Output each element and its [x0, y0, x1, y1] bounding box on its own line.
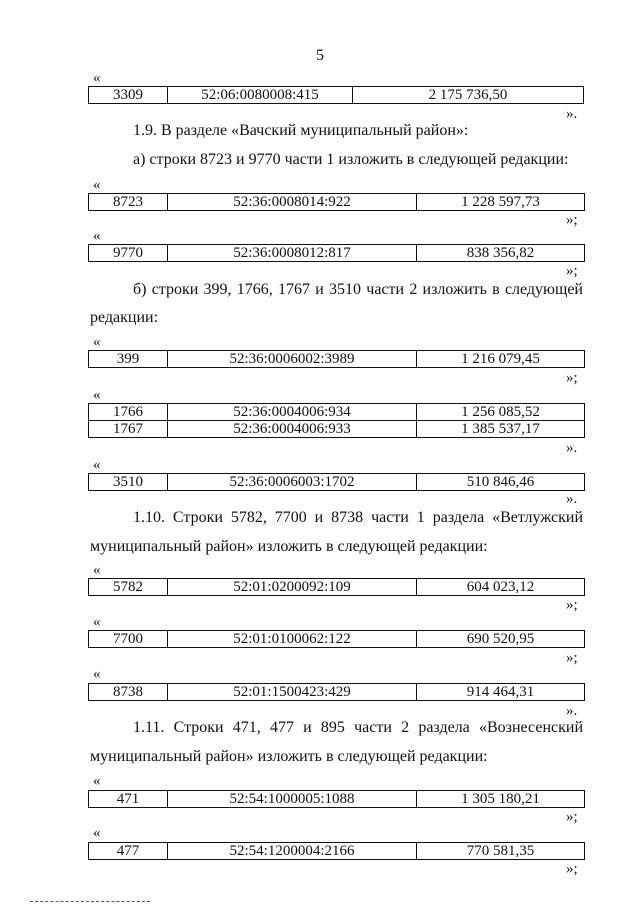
close-quote: »;	[566, 212, 578, 228]
table-row	[89, 843, 585, 860]
table-block-5782	[88, 578, 585, 596]
table-block-9770	[88, 244, 585, 262]
table-block-477	[88, 842, 585, 860]
open-quote: «	[93, 70, 101, 86]
table-block-399	[88, 350, 585, 368]
cadastral-value: 770 581,35	[417, 843, 585, 860]
table-block-8738	[88, 683, 585, 701]
cadastral-value: 604 023,12	[417, 579, 585, 596]
cadastral-number: 52:01:0200092:109	[168, 579, 417, 596]
row-number: 3309	[89, 87, 168, 104]
cadastral-value: 690 520,95	[417, 631, 585, 648]
row-number: 8738	[89, 684, 168, 701]
row-number: 7700	[89, 631, 168, 648]
table-block-3309	[88, 86, 584, 104]
cadastral-value: 1 216 079,45	[417, 351, 585, 368]
table-row	[89, 791, 585, 808]
row-number: 1766	[89, 404, 168, 421]
table-row	[89, 474, 585, 491]
open-quote: «	[93, 666, 101, 682]
open-quote: «	[93, 614, 101, 630]
table-block-471	[88, 790, 585, 808]
cadastral-value: 1 305 180,21	[417, 791, 585, 808]
row-number: 1767	[89, 421, 168, 438]
row-number: 477	[89, 843, 168, 860]
paragraph-1-11: 1.11. Строки 471, 477 и 895 части 2 раздела «Вознесенский	[133, 719, 583, 736]
cadastral-value: 1 256 085,52	[417, 404, 585, 421]
paragraph-1-10-cont: муниципальный район» изложить в следующей редакции:	[90, 538, 488, 555]
close-quote: »;	[566, 861, 578, 877]
close-quote: ».	[566, 491, 578, 507]
open-quote: «	[93, 773, 101, 789]
close-quote: ».	[566, 106, 578, 122]
open-quote: «	[93, 334, 101, 350]
page-edge-divider	[30, 901, 150, 902]
cadastral-value: 2 175 736,50	[353, 87, 584, 104]
table-block-3510	[88, 473, 585, 491]
cadastral-number: 52:36:0008014:922	[168, 194, 417, 211]
open-quote: «	[93, 228, 101, 244]
close-quote: »;	[566, 263, 578, 279]
open-quote: «	[93, 387, 101, 403]
cadastral-number: 52:36:0004006:933	[168, 421, 417, 438]
close-quote: ».	[566, 440, 578, 456]
open-quote: «	[93, 177, 101, 193]
row-number: 471	[89, 791, 168, 808]
row-number: 9770	[89, 245, 168, 262]
open-quote: «	[93, 825, 101, 841]
cadastral-number: 52:54:1000005:1088	[168, 791, 417, 808]
row-number: 3510	[89, 474, 168, 491]
table-row	[89, 421, 585, 438]
cadastral-number: 52:36:0008012:817	[168, 245, 417, 262]
cadastral-number: 52:01:1500423:429	[168, 684, 417, 701]
cadastral-value: 1 228 597,73	[417, 194, 585, 211]
paragraph-1-9-b-cont: редакции:	[90, 309, 159, 326]
cadastral-number: 52:36:0004006:934	[168, 404, 417, 421]
open-quote: «	[93, 562, 101, 578]
cadastral-number: 52:36:0006003:1702	[168, 474, 417, 491]
row-number: 5782	[89, 579, 168, 596]
page-number: 5	[316, 47, 324, 64]
table-row	[89, 404, 585, 421]
cadastral-number: 52:01:0100062:122	[168, 631, 417, 648]
close-quote: »;	[566, 809, 578, 825]
table-row	[89, 194, 585, 211]
row-number: 399	[89, 351, 168, 368]
table-row	[89, 631, 585, 648]
cadastral-value: 914 464,31	[417, 684, 585, 701]
cadastral-value: 838 356,82	[417, 245, 585, 262]
table-row	[89, 351, 585, 368]
paragraph-1-10: 1.10. Строки 5782, 7700 и 8738 части 1 раздела «Ветлужский	[133, 509, 583, 526]
cadastral-number: 52:36:0006002:3989	[168, 351, 417, 368]
table-block-1766-1767	[88, 403, 585, 438]
cadastral-number: 52:06:0080008:415	[168, 87, 353, 104]
close-quote: »;	[566, 597, 578, 613]
close-quote: »;	[566, 370, 578, 386]
close-quote: ».	[566, 703, 578, 719]
table-block-7700	[88, 630, 585, 648]
cadastral-value: 1 385 537,17	[417, 421, 585, 438]
close-quote: »;	[566, 650, 578, 666]
open-quote: «	[93, 457, 101, 473]
paragraph-1-9-a: а) строки 8723 и 9770 части 1 изложить в следующей редакции:	[133, 151, 569, 168]
paragraph-1-11-cont: муниципальный район» изложить в следующей редакции:	[90, 748, 488, 765]
table-row	[89, 684, 585, 701]
table-row	[89, 579, 585, 596]
cadastral-number: 52:54:1200004:2166	[168, 843, 417, 860]
cadastral-value: 510 846,46	[417, 474, 585, 491]
paragraph-1-9: 1.9. В разделе «Вачский муниципальный район»:	[133, 122, 469, 139]
table-block-8723	[88, 193, 585, 211]
table-row	[89, 245, 585, 262]
row-number: 8723	[89, 194, 168, 211]
table-row	[89, 87, 584, 104]
paragraph-1-9-b: б) строки 399, 1766, 1767 и 3510 части 2 изложить в следующей	[133, 281, 583, 298]
